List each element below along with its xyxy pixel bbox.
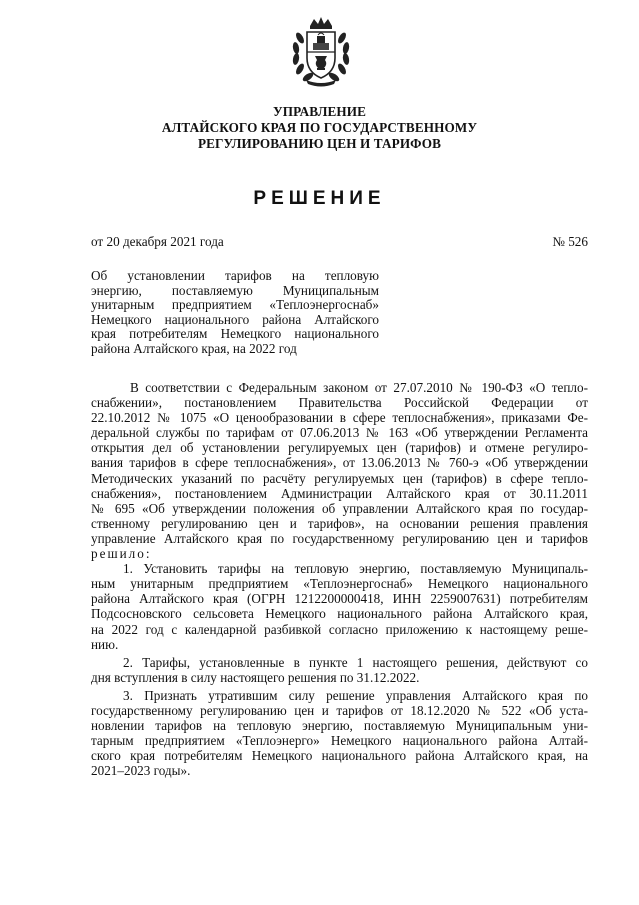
decided-label: решило:: [91, 546, 152, 562]
body-line: № 695 «Об утверждении положения об управлении Алтайского края по государ-: [91, 500, 588, 516]
body-line: новлении тарифов на тепловую энергию, поставляемую Муниципальным уни-: [91, 718, 588, 734]
document-body: [91, 380, 588, 778]
document-subject: [91, 269, 379, 357]
body-line: ского края потребителям Немецкого национального района Алтайского края, на: [91, 748, 588, 764]
body-line: нию.: [91, 636, 119, 652]
body-line: открытия дел об установлении регулируемых цен (тарифов) и отмене регулиро-: [91, 440, 588, 456]
body-line: Методических указаний по расчёту регулируемых цен (тарифов) в сфере тепло-: [91, 470, 588, 486]
org-name-line-1: УПРАВЛЕНИЕ: [272, 104, 367, 119]
subject-line: Об установлении тарифов на тепловую: [91, 268, 379, 283]
item-2-paragraph: [91, 655, 588, 685]
org-name-line-2: АЛТАЙСКОГО КРАЯ ПО ГОСУДАРСТВЕННОМУ: [161, 120, 478, 135]
item-3-paragraph: [91, 688, 588, 779]
body-line: ным унитарным предприятием «Теплоэнергоснаб» Немецкого национального: [91, 576, 588, 592]
document-title: РЕШЕНИЕ: [253, 188, 386, 209]
body-line: на 2022 год с календарной разбивкой согласно приложению к настоящему реше-: [91, 621, 588, 637]
body-line: района Алтайского края (ОГРН 1212200000418, ИНН 2259007631) потребителям: [91, 591, 588, 607]
subject-line: Немецкого национального района Алтайского: [91, 311, 379, 327]
body-line: снабжения», постановлением Администрации Алтайского края от 30.11.2011: [91, 485, 588, 501]
body-line: 3. Признать утратившим силу решение управления Алтайского края по: [123, 687, 588, 703]
document-date: от 20 декабря 2021 года: [91, 234, 224, 249]
body-line: Подсосновского сельсовета Немецкого национального района Алтайского края,: [91, 606, 588, 622]
item-1-paragraph: [91, 561, 588, 652]
subject-line: унитарным предприятием «Теплоэнергоснаб»: [91, 297, 379, 313]
body-line: деральной службы по тарифам от 07.06.2013 № 163 «Об утверждении Регламента: [91, 425, 588, 441]
body-line: 2021–2023 годы».: [91, 763, 191, 779]
body-line: 1. Установить тарифы на тепловую энергию, поставляемую Муниципаль-: [123, 561, 588, 577]
body-line: управление Алтайского края по государственному регулированию цен и тарифов: [91, 530, 588, 546]
body-line: снабжении», постановлением Правительства Российской Федерации от: [91, 395, 588, 411]
subject-line: края потребителям Немецкого национального: [91, 326, 379, 342]
body-line: тарным предприятием «Теплоэнерго» Немецкого национального района Алтай-: [91, 733, 588, 749]
body-line: вания тарифов в сфере теплоснабжения», от 13.06.2013 № 760-э «Об утверждении: [91, 455, 588, 471]
document-number: № 526: [552, 234, 588, 249]
preamble-paragraph: [91, 380, 588, 561]
body-line: 2. Тарифы, установленные в пункте 1 настоящего решения, действуют со: [123, 654, 588, 670]
subject-line: района Алтайского края, на 2022 год: [91, 340, 297, 356]
body-line: ственному регулированию цен и тарифов», на основании решения правления: [91, 515, 588, 531]
org-name-line-3: РЕГУЛИРОВАНИЮ ЦЕН И ТАРИФОВ: [197, 136, 442, 151]
body-line: В соответствии с Федеральным законом от 27.07.2010 № 190-ФЗ «О тепло-: [130, 380, 588, 395]
coat-of-arms-icon: [288, 16, 354, 88]
body-line: государственному регулированию цен и тарифов от 18.12.2020 № 522 «Об уста-: [91, 702, 588, 718]
body-line: 22.10.2012 № 1075 «О ценообразовании в сфере теплоснабжения», приказами Фе-: [91, 410, 588, 426]
body-line: дня вступления в силу настоящего решения по 31.12.2022.: [91, 669, 420, 685]
subject-line: энергию, поставляемую Муниципальным: [91, 282, 379, 298]
